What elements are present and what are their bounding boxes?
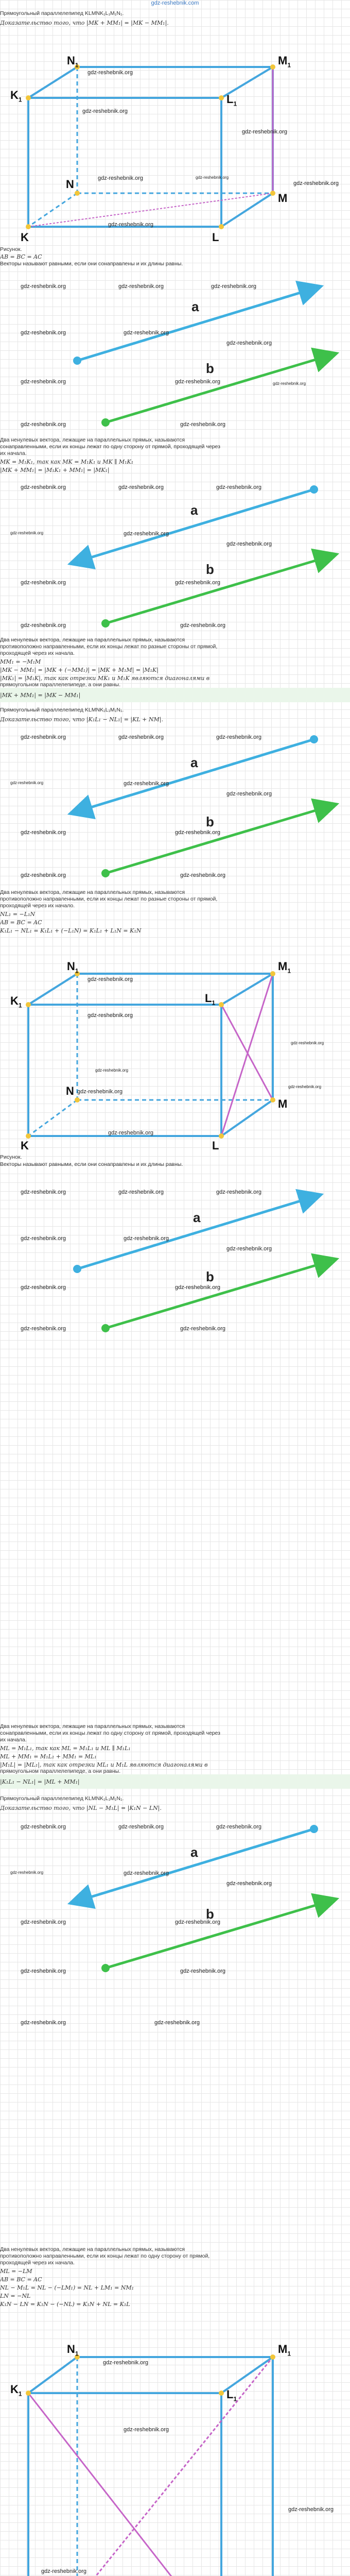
watermark: gdz-reshebnik.org (118, 283, 164, 290)
point-label-m1: $M_1$ (278, 54, 291, 69)
watermark: gdz-reshebnik.org (21, 829, 66, 836)
definition-equal-vectors-1: Векторы называют равными, если они сонаправлены и их длины равны. (0, 261, 183, 267)
watermark: gdz-reshebnik.org (98, 175, 144, 181)
point-label-m: M (278, 1097, 288, 1110)
watermark: gdz-reshebnik.org (21, 580, 66, 586)
parallelepiped-figure-2 (0, 935, 350, 1151)
problem-title-2: Прямоугольный параллелепипед KLMNK₁L₁M₁N₁. (0, 707, 124, 713)
calculation-3: MM₁ = −M₁M (0, 658, 41, 665)
watermark: gdz-reshebnik.org (226, 541, 272, 547)
watermark: gdz-reshebnik.org (124, 1870, 169, 1876)
calculation-14: ML = −LM (0, 2268, 32, 2275)
calculation-9: K₁L₁ − NL₁ = K₁L₁ + (−L₁N) = K₁L₁ + L₁N = K₁N (0, 927, 142, 934)
watermark: gdz-reshebnik.org (87, 70, 133, 76)
calculation-15: AB = BC = AC (0, 2276, 42, 2283)
calculation-6: прямоугольном параллелепипеде, а они равны. (0, 682, 121, 688)
point-label-m: M (278, 192, 288, 205)
watermark: gdz-reshebnik.org (154, 2020, 200, 2026)
point-label-l: L (212, 1139, 219, 1152)
watermark: gdz-reshebnik.org (175, 829, 221, 836)
watermark: gdz-reshebnik.org (21, 734, 66, 740)
watermark: gdz-reshebnik.org (180, 1968, 226, 1974)
vector-label-a: a (190, 502, 198, 518)
point-label-k1: $K_1$ (10, 994, 22, 1009)
definition-equal-vectors-2: Векторы называют равными, если они сонаправлены и их длины равны. (0, 1161, 183, 1167)
problem-title-1: Прямоугольный параллелепипед KLMNK₁L₁M₁N₁. (0, 10, 124, 16)
text-opposite-7: Два ненулевых вектора, лежащие на параллельных прямых, называются (0, 2246, 185, 2252)
vector-label-b: b (206, 1906, 214, 1922)
watermark: gdz-reshebnik.org (180, 421, 226, 428)
watermark: gdz-reshebnik.org (21, 872, 66, 878)
vectors-figure-4 (0, 1168, 350, 1338)
watermark: gdz-reshebnik.org (82, 108, 128, 114)
watermark: gdz-reshebnik.org (21, 330, 66, 336)
text-opposite-5: противоположно направленными, если их концы лежат по разные стороны от прямой, (0, 896, 218, 902)
watermark: gdz-reshebnik.org (21, 1824, 66, 1830)
watermark: gdz-reshebnik.org (273, 381, 306, 386)
watermark: gdz-reshebnik.org (124, 781, 169, 787)
watermark: gdz-reshebnik.org (21, 2020, 66, 2026)
text-opposite-6: проходящей через их начало. (0, 903, 75, 909)
site-header[interactable]: gdz-reshebnik.com (151, 0, 199, 6)
watermark: gdz-reshebnik.org (216, 1189, 262, 1195)
watermark: gdz-reshebnik.org (175, 1284, 221, 1291)
watermark: gdz-reshebnik.org (180, 1326, 226, 1332)
point-label-l1: $L_1$ (226, 93, 237, 108)
watermark: gdz-reshebnik.org (288, 1084, 322, 1089)
watermark: gdz-reshebnik.org (293, 180, 339, 187)
vector-label-a: a (190, 1844, 198, 1860)
watermark: gdz-reshebnik.org (196, 175, 229, 180)
problem-statement-3: Доказательство того, что |NL − M₁L| = |K₁N − LN|. (0, 1805, 162, 1811)
watermark: gdz-reshebnik.org (108, 1130, 154, 1136)
text-opposite-9: проходящей через их начала. (0, 2260, 75, 2266)
watermark: gdz-reshebnik.org (21, 622, 66, 629)
point-label-m1: $M_1$ (278, 960, 291, 975)
watermark: gdz-reshebnik.org (21, 1919, 66, 1925)
watermark: gdz-reshebnik.org (124, 531, 169, 537)
calculation-2: |MK + MM₁| = |M₁K₁ + MM₁| = |MK₁| (0, 467, 110, 473)
point-label-m1: $M_1$ (278, 2343, 291, 2358)
calculation-18: K₁N − LN = K₁N − (−NL) = K₁N + NL = K₁L (0, 2301, 130, 2308)
vector-label-b: b (206, 361, 214, 376)
watermark: gdz-reshebnik.org (21, 1235, 66, 1242)
calculation-10: ML = M₁L₁, так как ML = M₁L₁ и ML ∥ M₁L₁ (0, 1745, 131, 1752)
watermark: gdz-reshebnik.org (21, 379, 66, 385)
watermark: gdz-reshebnik.org (10, 1870, 44, 1875)
text-opposite-1: Два ненулевых вектора, лежащие на параллельных прямых, называются (0, 637, 185, 643)
vectors-figure-3 (0, 724, 350, 886)
figure-caption-1: Рисунок. (0, 246, 22, 252)
calculation-13: прямоугольном параллелепипеде, а они равны. (0, 1768, 121, 1774)
watermark: gdz-reshebnik.org (21, 1189, 66, 1195)
text-codirected-3: их начала. (0, 450, 27, 456)
watermark: gdz-reshebnik.org (226, 340, 272, 346)
point-label-n: N (66, 178, 74, 191)
point-label-k: K (21, 231, 29, 244)
result-1: |MK + MM₁| = |MK − MM₁| (0, 692, 81, 699)
watermark: gdz-reshebnik.org (211, 283, 257, 290)
point-label-n1: $N_1$ (67, 2343, 79, 2358)
calculation-11: ML + MM₁ = M₁L₁ + MM₁ = ML₁ (0, 1753, 97, 1760)
watermark: gdz-reshebnik.org (118, 734, 164, 740)
watermark: gdz-reshebnik.org (124, 2427, 169, 2433)
point-label-l1: $L_1$ (226, 2388, 237, 2403)
watermark: gdz-reshebnik.org (10, 531, 44, 535)
watermark: gdz-reshebnik.org (77, 1089, 123, 1095)
text-opposite-3: проходящей через их начала. (0, 650, 75, 656)
calculation-1: MK = M₁K₁, так как MK = M₁K₁ и MK ∥ M₁K₁ (0, 459, 134, 465)
watermark: gdz-reshebnik.org (175, 1919, 221, 1925)
watermark: gdz-reshebnik.org (118, 1824, 164, 1830)
point-label-k: K (21, 1139, 29, 1152)
watermark: gdz-reshebnik.org (216, 1824, 262, 1830)
vector-label-a: a (191, 299, 199, 314)
watermark: gdz-reshebnik.org (288, 2506, 334, 2513)
result-2: |K₁L₁ − NL₁| = |ML + MM₁| (0, 1778, 80, 1785)
watermark: gdz-reshebnik.org (10, 781, 44, 785)
vector-label-b: b (206, 814, 214, 829)
watermark: gdz-reshebnik.org (21, 1326, 66, 1332)
watermark: gdz-reshebnik.org (180, 622, 226, 629)
calculation-17: LN = −NL (0, 2293, 31, 2299)
watermark: gdz-reshebnik.org (21, 283, 66, 290)
point-label-n1: $N_1$ (67, 960, 79, 975)
watermark: gdz-reshebnik.org (87, 976, 133, 982)
watermark: gdz-reshebnik.org (87, 1012, 133, 1019)
parallelepiped-figure-1 (0, 26, 350, 242)
vector-label-a: a (190, 755, 198, 770)
point-label-l1: $L_1$ (205, 992, 216, 1007)
watermark: gdz-reshebnik.org (226, 791, 272, 797)
calculation-8: AB = BC = AC (0, 919, 42, 926)
watermark: gdz-reshebnik.org (226, 1246, 272, 1252)
watermark: gdz-reshebnik.org (41, 2568, 87, 2574)
watermark: gdz-reshebnik.org (95, 1068, 129, 1073)
text-opposite-2: противоположно направленными, если их концы лежат по разные стороны от прямой, (0, 643, 218, 650)
figure-caption-2: Рисунок. (0, 1154, 22, 1160)
watermark: gdz-reshebnik.org (242, 129, 288, 135)
point-label-n: N (66, 1084, 74, 1097)
problem-statement-1: Доказательство того, что |MK + MM₁| = |MK − MM₁|. (0, 20, 169, 26)
watermark: gdz-reshebnik.org (21, 1968, 66, 1974)
formula-equal-sides-1: AB = BC = AC (0, 253, 42, 260)
watermark: gdz-reshebnik.org (21, 421, 66, 428)
watermark: gdz-reshebnik.org (180, 872, 226, 878)
watermark: gdz-reshebnik.org (124, 330, 169, 336)
watermark: gdz-reshebnik.org (103, 2360, 149, 2366)
text-opposite-8: противоположно направленными, если их концы лежат по одну сторону от прямой, (0, 2253, 210, 2259)
parallelepiped-figure-3 (0, 2311, 350, 2576)
problem-title-3: Прямоугольный параллелепипед KLMNK₁L₁M₁N₁. (0, 1795, 124, 1802)
point-label-n1: $N_1$ (67, 54, 79, 69)
watermark: gdz-reshebnik.org (291, 1041, 324, 1045)
vectors-figure-5 (0, 1814, 350, 2040)
text-codirected-5: сонаправленными, если их концы лежат по одну сторону от прямой, проходящей через (0, 1730, 220, 1736)
text-codirected-4: Два ненулевых вектора, лежащие на параллельных прямых, называются (0, 1723, 185, 1730)
watermark: gdz-reshebnik.org (118, 1189, 164, 1195)
calculation-5: |MK₁| = |M₁K|, так как отрезки MK₁ и M₁K являются диагоналями в (0, 675, 210, 682)
text-opposite-4: Два ненулевых вектора, лежащие на параллельных прямых, называются (0, 889, 185, 895)
calculation-16: NL − M₁L = NL − (−LM₁) = NL + LM₁ = NM₁ (0, 2284, 134, 2291)
text-codirected-6: их начала. (0, 1737, 27, 1743)
watermark: gdz-reshebnik.org (175, 379, 221, 385)
watermark: gdz-reshebnik.org (124, 1235, 169, 1242)
watermark: gdz-reshebnik.org (175, 580, 221, 586)
vectors-figure-2 (0, 474, 350, 634)
problem-statement-2: Доказательство того, что |K₁L₁ − NL₁| = |KL + NM|. (0, 716, 163, 723)
vectors-figure-1 (0, 268, 350, 433)
calculation-4: |MK − MM₁| = |MK + (−MM₁)| = |MK + M₁M| = |M₁K| (0, 667, 159, 673)
watermark: gdz-reshebnik.org (226, 1880, 272, 1887)
vector-label-a: a (193, 1210, 201, 1225)
vector-label-b: b (206, 562, 214, 577)
text-codirected-1: Два ненулевых вектора, лежащие на параллельных прямых, называются (0, 437, 185, 443)
point-label-k1: $K_1$ (10, 89, 22, 104)
vector-label-b: b (206, 1269, 214, 1284)
watermark: gdz-reshebnik.org (216, 484, 262, 490)
point-label-k1: $K_1$ (10, 2383, 22, 2398)
calculation-7: NL₁ = −L₁N (0, 911, 36, 918)
calculation-12: |M₁L| = |ML₁|, так как отрезки ML₁ и M₁L являются диагоналями в (0, 1761, 208, 1768)
watermark: gdz-reshebnik.org (108, 222, 154, 228)
watermark: gdz-reshebnik.org (118, 484, 164, 490)
text-codirected-2: сонаправленными, если их концы лежат по одну сторону от прямой, проходящей через (0, 444, 220, 450)
watermark: gdz-reshebnik.org (216, 734, 262, 740)
watermark: gdz-reshebnik.org (21, 484, 66, 490)
point-label-l: L (212, 231, 219, 244)
watermark: gdz-reshebnik.org (21, 1284, 66, 1291)
